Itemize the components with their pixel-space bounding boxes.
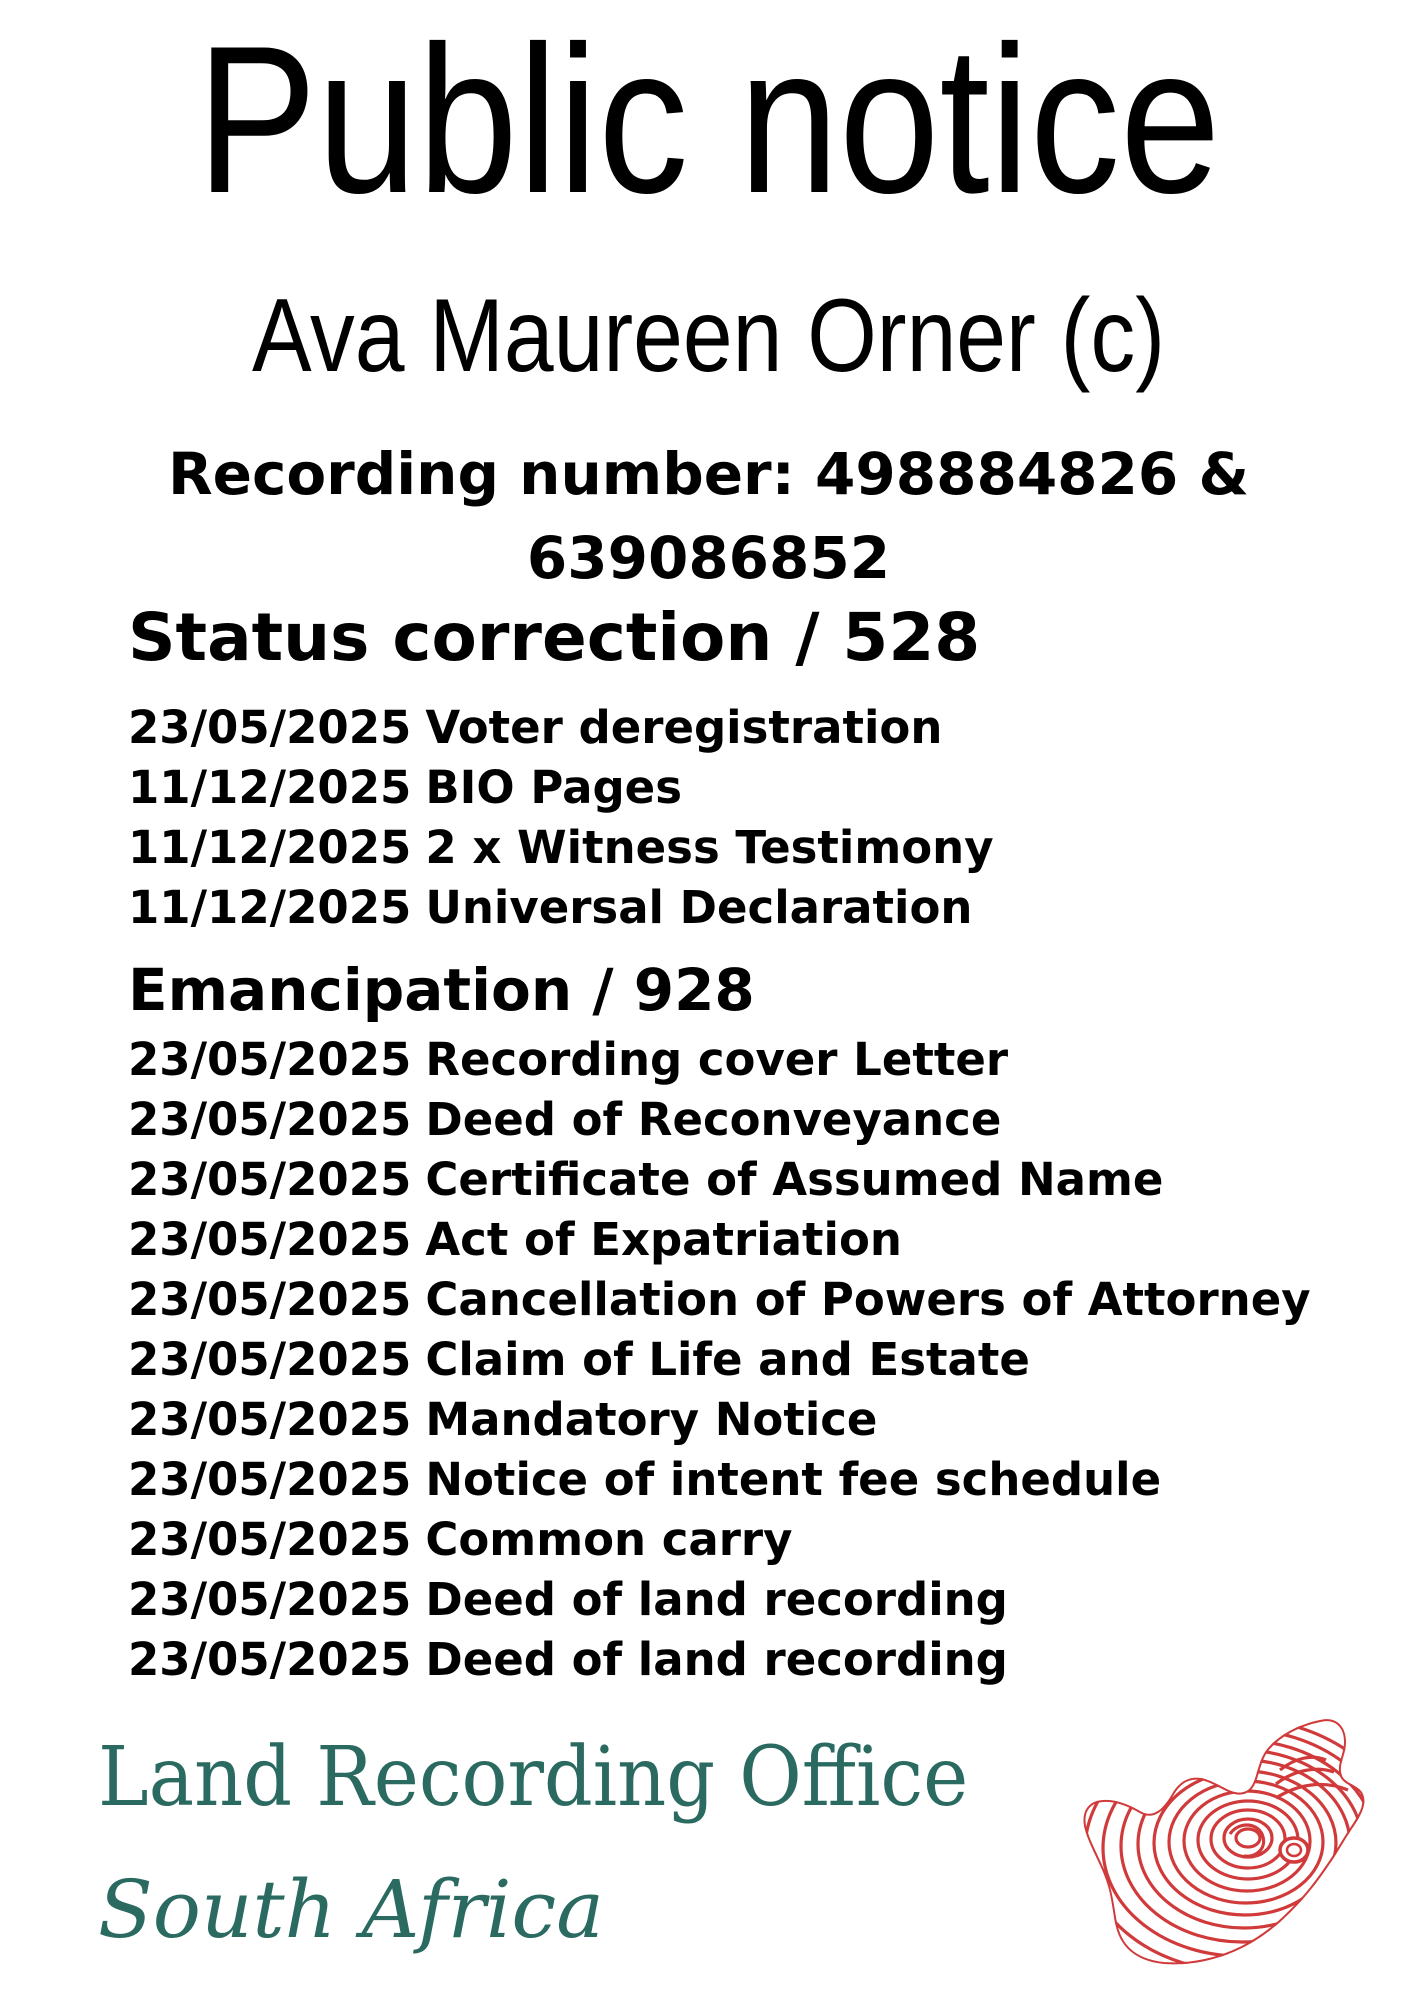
list-item [128, 1270, 1311, 1330]
office-name: Land Recording Office [98, 1730, 969, 1825]
entry-label: Notice of intent fee schedule [425, 1453, 1162, 1506]
entry-label: BIO Pages [425, 761, 682, 814]
office-country: South Africa [98, 1863, 604, 1956]
entry-date: 11/12/2025 [128, 881, 412, 934]
recording-number-line-2: 639086852 [526, 524, 891, 592]
entry-label: Voter deregistration [425, 701, 943, 754]
entry-date: 23/05/2025 [128, 1573, 412, 1626]
status-correction-list [128, 698, 994, 938]
entry-date: 23/05/2025 [128, 1513, 412, 1566]
entry-date: 11/12/2025 [128, 821, 412, 874]
entry-label: Deed of land recording [425, 1573, 1008, 1626]
entry-date: 23/05/2025 [128, 1153, 412, 1206]
notice-title: Public notice [196, 2, 1221, 237]
status-correction-heading: Status correction / 528 [128, 599, 981, 676]
entry-label: Act of Expatriation [425, 1213, 902, 1266]
entry-label: Claim of Life and Estate [425, 1333, 1030, 1386]
recording-number-line-1: Recording number: 498884826 & [167, 440, 1250, 508]
emancipation-list [128, 1030, 1311, 1690]
list-item [128, 1210, 1311, 1270]
entry-date: 23/05/2025 [128, 1633, 412, 1686]
entry-date: 23/05/2025 [128, 1453, 412, 1506]
emancipation-heading: Emancipation / 928 [128, 956, 755, 1024]
entry-label: Universal Declaration [425, 881, 973, 934]
entry-date: 23/05/2025 [128, 1213, 412, 1266]
list-item [128, 758, 994, 818]
person-name: Ava Maureen Orner (c) [252, 278, 1165, 394]
list-item [128, 1390, 1311, 1450]
south-africa-fingerprint-map-icon [1080, 1710, 1380, 1980]
list-item [128, 1450, 1311, 1510]
recording-number [120, 432, 1297, 600]
entry-label: Deed of land recording [425, 1633, 1008, 1686]
entry-date: 23/05/2025 [128, 1273, 412, 1326]
entry-label: Cancellation of Powers of Attorney [425, 1273, 1311, 1326]
entry-label: Common carry [425, 1513, 793, 1566]
entry-date: 23/05/2025 [128, 1333, 412, 1386]
list-item [128, 1510, 1311, 1570]
list-item [128, 1630, 1311, 1690]
list-item [128, 1570, 1311, 1630]
entry-date: 23/05/2025 [128, 1093, 412, 1146]
list-item [128, 1090, 1311, 1150]
entry-label: 2 x Witness Testimony [425, 821, 994, 874]
list-item [128, 1150, 1311, 1210]
list-item [128, 818, 994, 878]
entry-date: 11/12/2025 [128, 761, 412, 814]
entry-label: Deed of Reconveyance [425, 1093, 1002, 1146]
entry-date: 23/05/2025 [128, 701, 412, 754]
entry-label: Certificate of Assumed Name [425, 1153, 1164, 1206]
entry-date: 23/05/2025 [128, 1033, 412, 1086]
list-item [128, 1330, 1311, 1390]
list-item [128, 878, 994, 938]
entry-label: Recording cover Letter [425, 1033, 1009, 1086]
list-item [128, 698, 994, 758]
entry-date: 23/05/2025 [128, 1393, 412, 1446]
entry-label: Mandatory Notice [425, 1393, 878, 1446]
list-item [128, 1030, 1311, 1090]
